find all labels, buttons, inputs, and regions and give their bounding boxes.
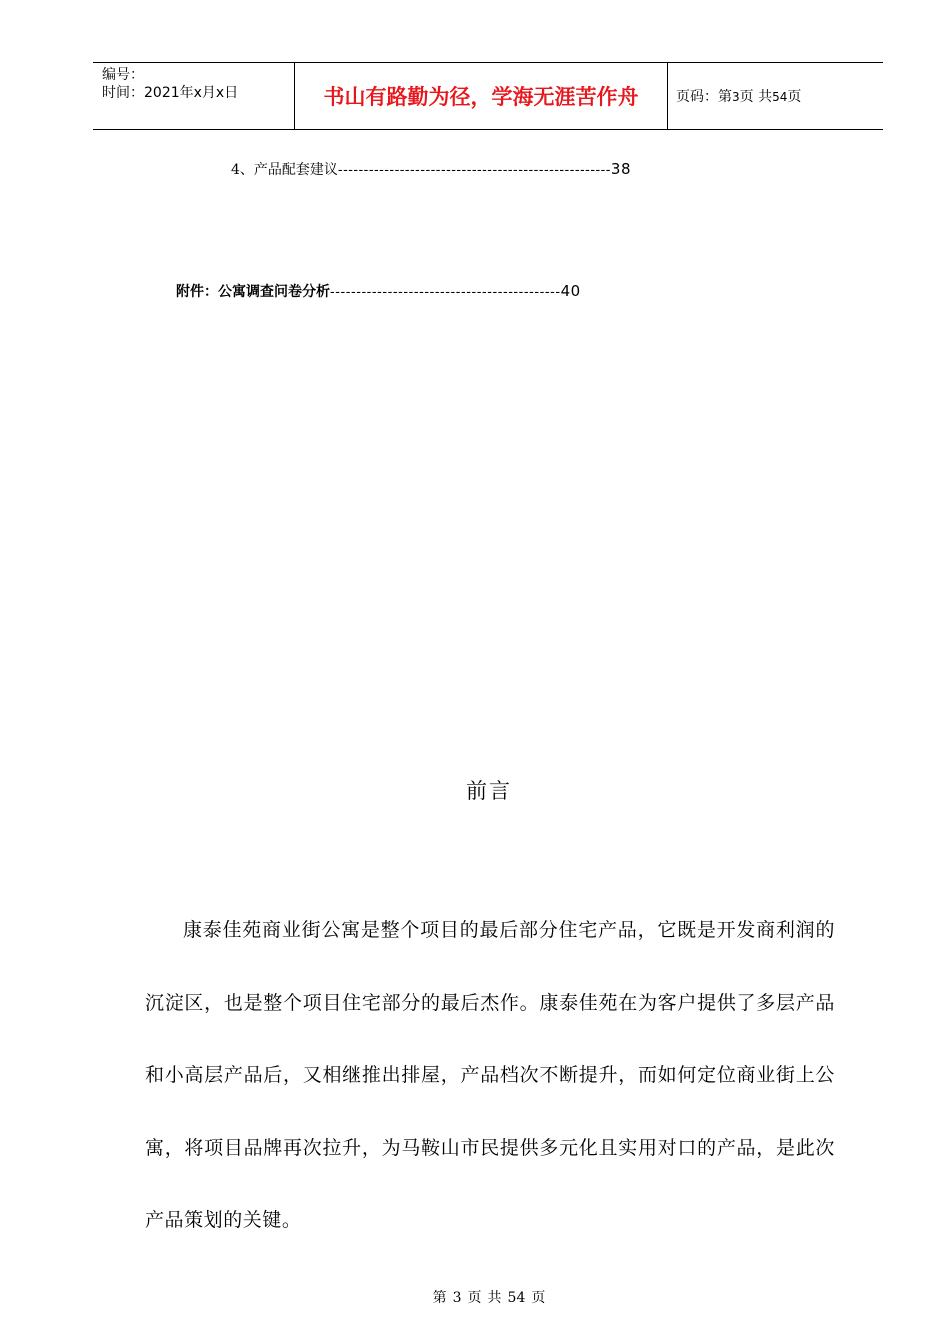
toc-page-number: 40 [560,282,581,300]
page-code-suffix: 页 [787,89,802,105]
footer-current-page: 3 [452,1290,462,1306]
footer-page-word: 页 [467,1290,482,1306]
toc-leader: ----------------------------------------------------- [337,163,611,178]
toc-entry-title: 附件：公寓调查问卷分析 [176,284,330,300]
toc-entry-title: 4、产品配套建议 [231,162,338,178]
page-code-mid: 页 共 [739,89,773,105]
toc-entry-appendix[interactable] [176,281,581,301]
date-line: 时间：2021年x月x日 [102,85,239,101]
serial-number-label: 编号： [102,67,144,83]
footer-prefix: 第 [432,1290,447,1306]
toc-leader: -------------------------------------------- [330,285,561,300]
document-header [93,62,883,130]
preface-title: 前言 [466,779,512,803]
header-motto-cell [295,63,668,129]
preface-paragraph: 康泰佳苑商业街公寓是整个项目的最后部分住宅产品，它既是开发商利润的沉淀区，也是整个项目住宅部分的最后杰作。康泰佳苑在为客户提供了多层产品和小高层产品后，又相继推出排屋，产品档次不断提升，而如何定位商业街上公寓，将项目品牌再次拉升，为马鞍山市民提供多元化且实用对口的产品，是此次产品策划的关键。 [145,919,835,1231]
footer-suffix: 页 [531,1290,546,1306]
page-code-current: 3 [732,90,740,104]
toc-page-number: 38 [610,160,632,178]
footer-total-pages: 54 [507,1290,526,1306]
page-code [676,86,801,106]
header-meta-cell [93,63,295,129]
page-code-total: 54 [772,90,788,104]
page-code-label: 页码：第 [676,89,732,105]
page-footer [0,1287,950,1307]
footer-total-word: 共 [487,1290,502,1306]
motto: 书山有路勤为径，学海无涯苦作舟 [323,85,639,109]
header-page-cell [668,63,883,129]
toc-entry[interactable] [231,159,631,179]
